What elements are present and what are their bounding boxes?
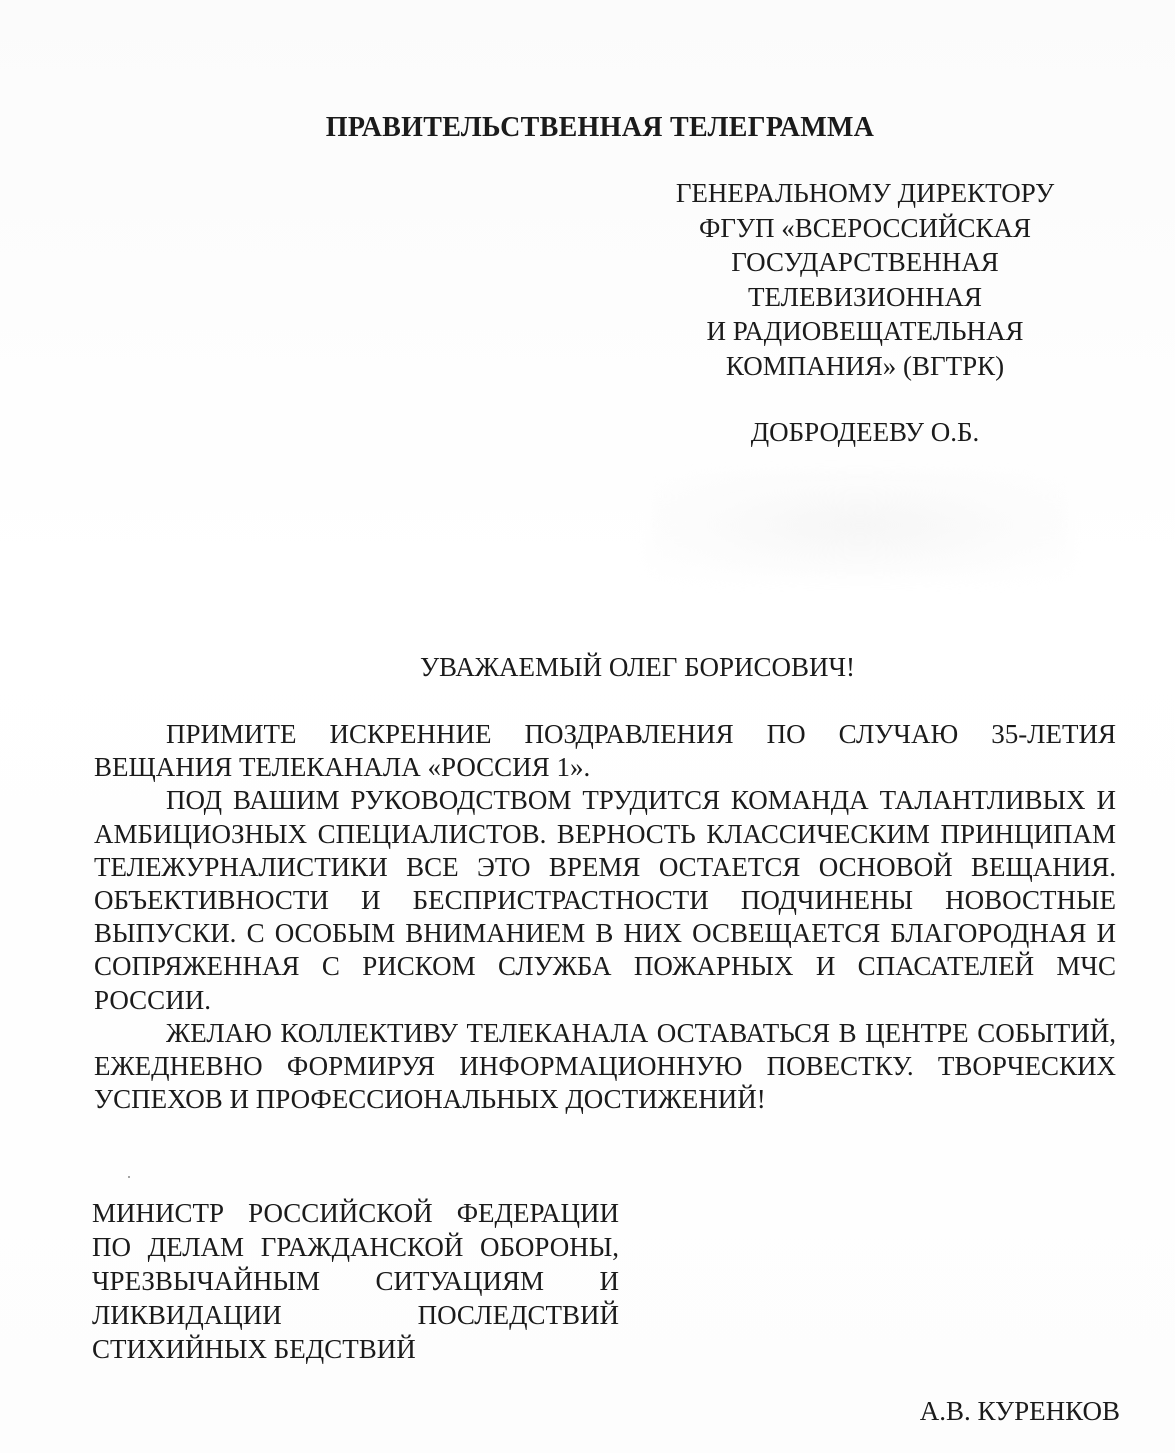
addressee-line: ГЕНЕРАЛЬНОМУ ДИРЕКТОРУ [675,178,1055,208]
addressee-line: ТЕЛЕВИЗИОННАЯ [748,281,982,312]
addressee-line: ГОСУДАРСТВЕННАЯ [731,247,999,277]
body-paragraph: ЖЕЛАЮ КОЛЛЕКТИВУ ТЕЛЕКАНАЛА ОСТАВАТЬСЯ В ЦЕНТРЕ СОБЫТИЙ, ЕЖЕДНЕВНО ФОРМИРУЯ ИНФОРМАЦИОННУЮ ПОВЕСТКУ. ТВОРЧЕСКИХ УСПЕХОВ И ПРОФЕССИОНАЛЬНЫХ ДОСТИЖЕНИЙ! [94,1017,1116,1115]
document-title: ПРАВИТЕЛЬСТВЕННАЯ ТЕЛЕГРАММА [325,112,875,143]
addressee-name: ДОБРОДЕЕВУ О.Б. [750,417,980,447]
body-paragraph: ПРИМИТЕ ИСКРЕННИЕ ПОЗДРАВЛЕНИЯ ПО СЛУЧАЮ 35-ЛЕТИЯ ВЕЩАНИЯ ТЕЛЕКАНАЛА «РОССИЯ 1». [94,719,1116,783]
signature-position [92,1196,619,1366]
scan-speck [128,1176,130,1178]
signer-name: А.В. КУРЕНКОВ [919,1396,1120,1426]
addressee-line: И РАДИОВЕЩАТЕЛЬНАЯ [706,316,1024,346]
position-line: ПО ДЕЛАМ ГРАЖДАНСКОЙ ОБОРОНЫ, [92,1232,619,1262]
addressee-line: ФГУП «ВСЕРОССИЙСКАЯ [698,212,1032,243]
salutation: УВАЖАЕМЫЙ ОЛЕГ БОРИСОВИЧ! [419,652,856,682]
body-paragraph: ПОД ВАШИМ РУКОВОДСТВОМ ТРУДИТСЯ КОМАНДА ТАЛАНТЛИВЫХ И АМБИЦИОЗНЫХ СПЕЦИАЛИСТОВ. ВЕРНОСТЬ КЛАССИЧЕСКИМ ПРИНЦИПАМ ТЕЛЕЖУРНАЛИСТИКИ ВСЕ ЭТО ВРЕМЯ ОСТАЕТСЯ ОСНОВОЙ ВЕЩАНИЯ. ОБЪЕКТИВНОСТИ И БЕСПРИСТРАСТНОСТИ ПОДЧИНЕНЫ НОВОСТНЫЕ ВЫПУСКИ. С ОСОБЫМ ВНИМАНИЕМ В НИХ ОСВЕЩАЕТСЯ БЛАГОРОДНАЯ И СОПРЯЖЕННАЯ С РИСКОМ СЛУЖБА ПОЖАРНЫХ И СПАСАТЕЛЕЙ МЧС РОССИИ. [94,785,1116,1015]
position-line: ЛИКВИДАЦИИ ПОСЛЕДСТВИЙ [92,1300,619,1330]
position-line: СТИХИЙНЫХ БЕДСТВИЙ [92,1334,416,1364]
addressee-block [630,176,1100,450]
redacted-blur-area [650,470,1070,580]
addressee-line: КОМПАНИЯ» (ВГТРК) [725,350,1005,381]
letter-body [94,718,1116,1116]
position-line: МИНИСТР РОССИЙСКОЙ ФЕДЕРАЦИИ [92,1198,619,1228]
position-line: ЧРЕЗВЫЧАЙНЫМ СИТУАЦИЯМ И [92,1266,619,1296]
